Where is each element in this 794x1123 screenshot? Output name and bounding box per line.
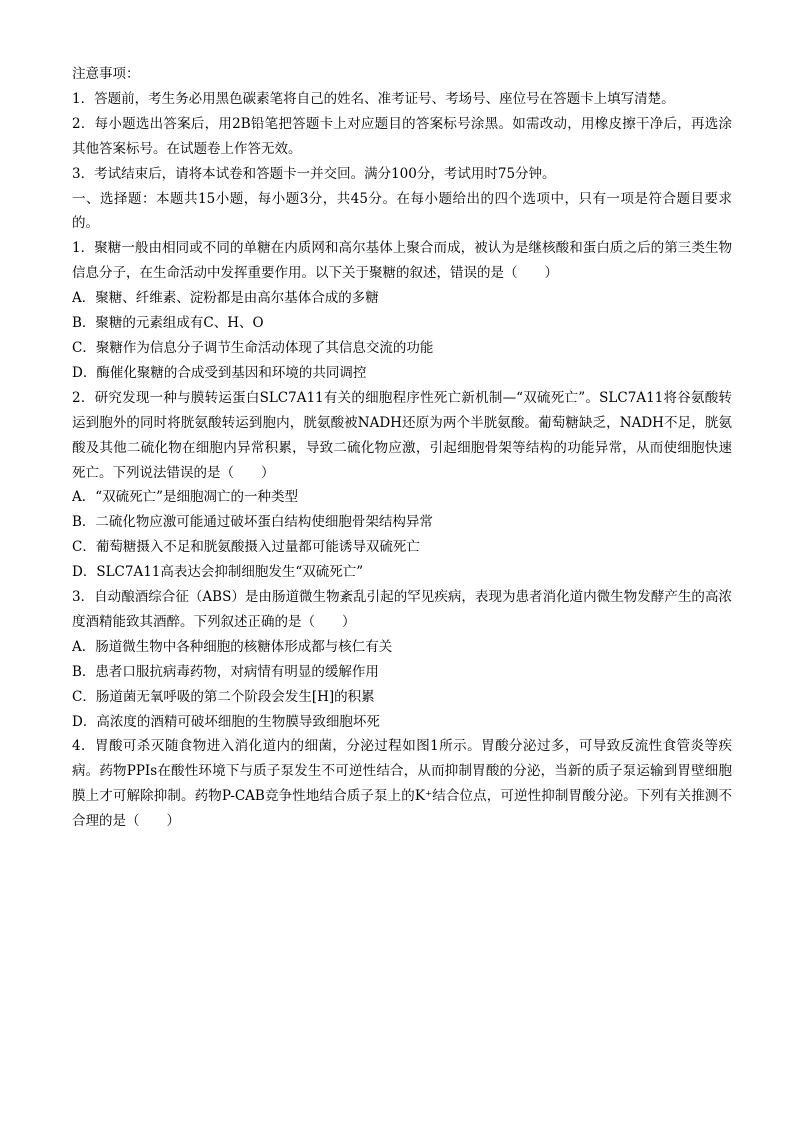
- question-stem: 3．自动酿酒综合征（ABS）是由肠道微生物紊乱引起的罕见疾病，表现为患者消化道内微生物发酵产生的高浓度酒精能致其酒醉。下列叙述正确的是（ ）: [72, 589, 732, 630]
- question-option: D．酶催化聚糖的合成受到基因和环境的共同调控: [72, 364, 367, 381]
- question-1: [72, 236, 732, 385]
- question-3: [72, 585, 732, 734]
- question-2: [72, 386, 732, 585]
- question-option: B．聚糖的元素组成有C、H、O: [72, 315, 264, 332]
- notice-item-1: 1．答题前，考生务必用黑色碳素笔将自己的姓名、准考证号、考场号、座位号在答题卡上填写清楚。: [72, 90, 675, 107]
- question-4: [72, 734, 732, 834]
- question-option: A．聚糖、纤维素、淀粉都是由高尔基体合成的多糖: [72, 290, 379, 307]
- question-stem: 1．聚糖一般由相同或不同的单糖在内质网和高尔基体上聚合而成，被认为是继核酸和蛋白质之后的第三类生物信息分子，在生命活动中发挥重要作用。以下关于聚糖的叙述，错误的是（ ）: [72, 240, 732, 282]
- question-stem: 4．胃酸可杀灭随食物进入消化道内的细菌，分泌过程如图1所示。胃酸分泌过多，可导致反流性食管炎等疾病。药物PPIs在酸性环境下与质子泵发生不可逆性结合，从而抑制胃酸的分泌，当新的质子泵运输到胃壁细胞膜上才可解除抑制。药物P-CAB竞争性地结合质子泵上的K⁺结合位点，可逆性抑制胃酸分泌。下列有关推测不合理的是（ ）: [72, 738, 732, 830]
- question-option: A．肠道微生物中各种细胞的核糖体形成都与核仁有关: [72, 638, 393, 655]
- question-stem: 2．研究发现一种与膜转运蛋白SLC7A11有关的细胞程序性死亡新机制—“双硫死亡”。SLC7A11将谷氨酸转运到胞外的同时将胱氨酸转运到胞内，胱氨酸被NADH还原为两个半胱氨酸。葡萄糖缺乏，NADH不足，胱氨酸及其他二硫化物在细胞内异常积累，导致二硫化物应激，引起细胞骨架等结构的功能异常，从而使细胞快速死亡。下列说法错误的是（ ）: [72, 389, 732, 481]
- question-option: D．SLC7A11高表达会抑制细胞发生“双硫死亡”: [72, 564, 364, 581]
- question-option: C．聚糖作为信息分子调节生命活动体现了其信息交流的功能: [72, 339, 434, 356]
- exam-page: [72, 62, 732, 834]
- notice-item-2: 2．每小题选出答案后，用2B铅笔把答题卡上对应题目的答案标号涂黑。如需改动，用橡皮擦干净后，再选涂其他答案标号。在试题卷上作答无效。: [72, 115, 732, 157]
- question-option: D．高浓度的酒精可破坏细胞的生物膜导致细胞坏死: [72, 713, 380, 730]
- notice-title: 注意事项：: [72, 66, 140, 82]
- question-option: C．肠道菌无氧呼吸的第二个阶段会发生[H]的积累: [72, 688, 375, 705]
- question-option: B．二硫化物应激可能通过破坏蛋白结构使细胞骨架结构异常: [72, 514, 433, 531]
- section-heading: 一、选择题：本题共15小题，每小题3分，共45分。在每小题给出的四个选项中，只有一项是符合题目要求的。: [72, 190, 732, 232]
- question-option: C．葡萄糖摄入不足和胱氨酸摄入过量都可能诱导双硫死亡: [72, 539, 420, 556]
- question-option: A．“双硫死亡”是细胞凋亡的一种类型: [72, 489, 299, 506]
- notice-item-3: 3．考试结束后，请将本试卷和答题卡一并交回。满分100分，考试用时75分钟。: [72, 165, 556, 182]
- question-option: B．患者口服抗病毒药物，对病情有明显的缓解作用: [72, 663, 379, 680]
